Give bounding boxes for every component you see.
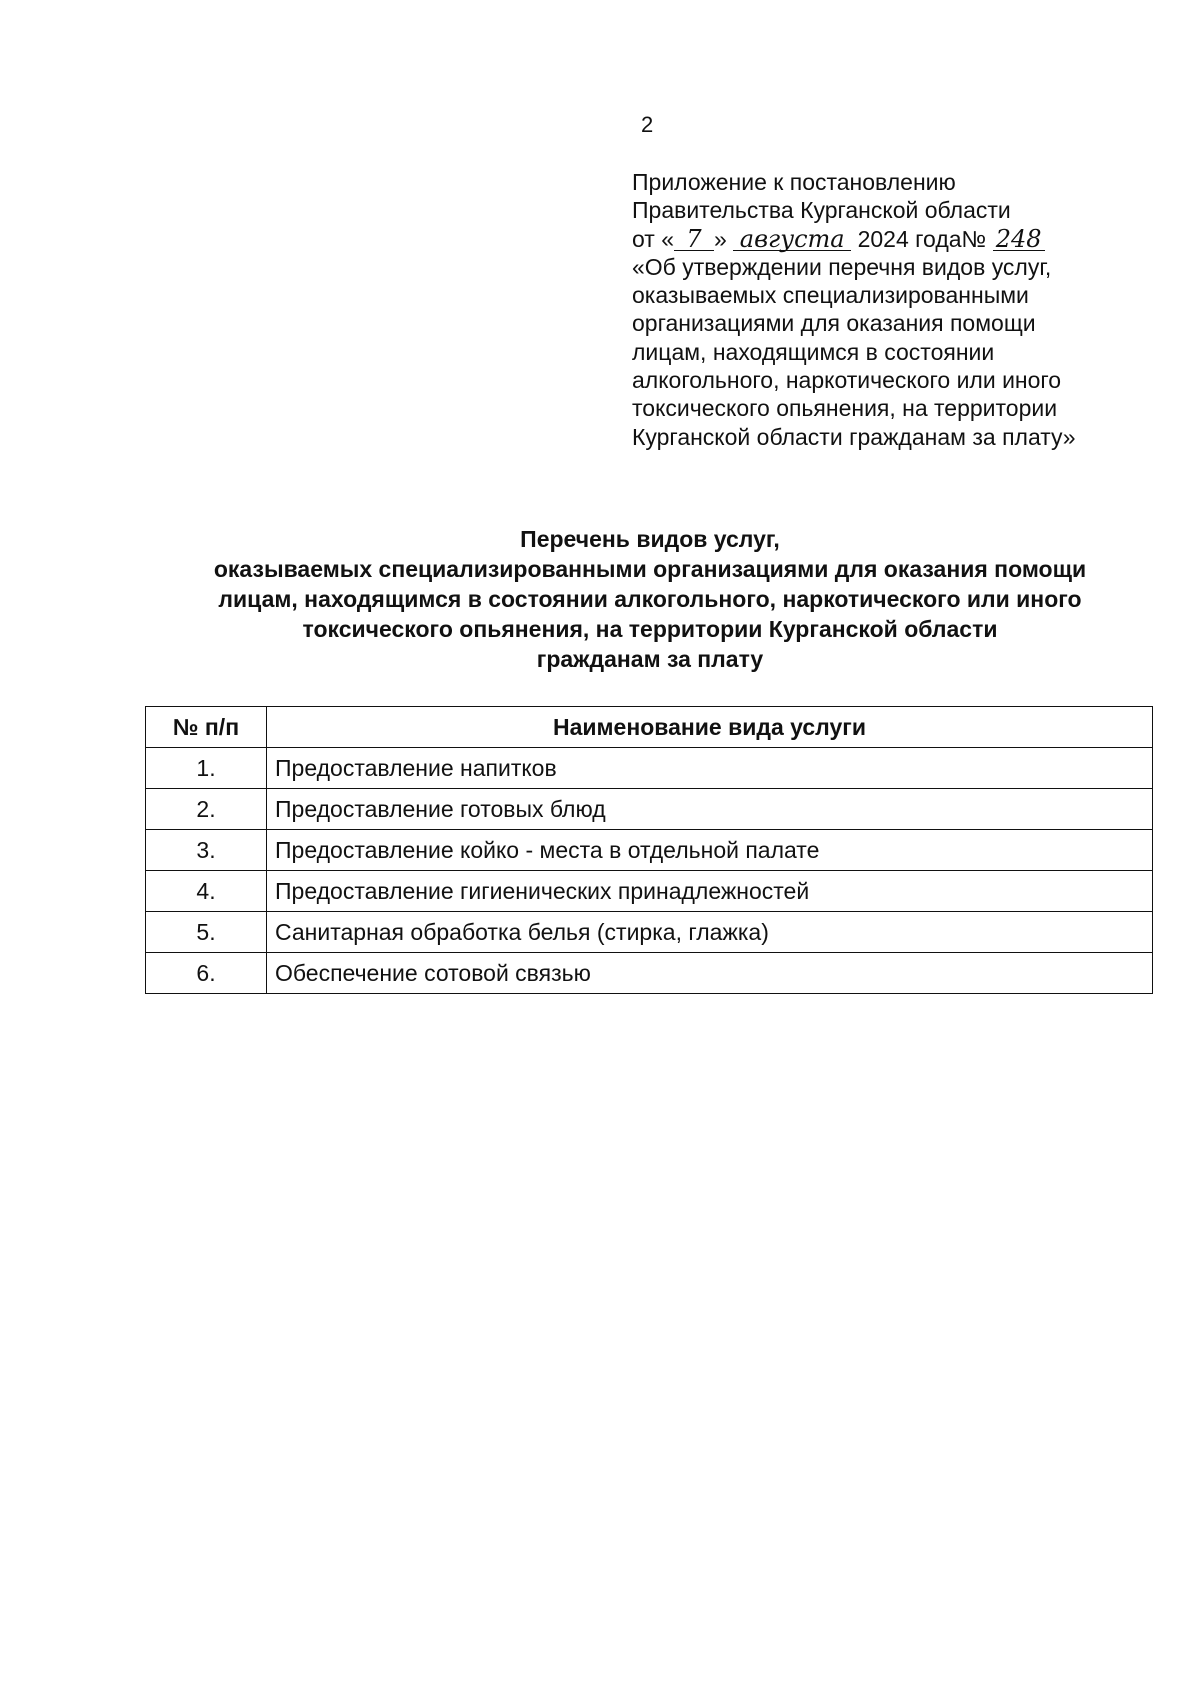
table-row xyxy=(146,953,1153,994)
appendix-line: «Об утверждении перечня видов услуг, xyxy=(632,253,1052,280)
appendix-line: Правительства Курганской области xyxy=(632,197,1011,224)
title-line: оказываемых специализированными организациями для оказания помощи xyxy=(213,556,1087,582)
row-number: 5. xyxy=(146,912,267,953)
row-number: 4. xyxy=(146,871,267,912)
row-number: 2. xyxy=(146,789,267,830)
title-line: лицам, находящимся в состоянии алкогольного, наркотического или иного xyxy=(218,586,1082,612)
appendix-line: алкогольного, наркотического или иного xyxy=(632,367,1062,394)
date-mid: » xyxy=(714,225,727,252)
service-name: Предоставление готовых блюд xyxy=(267,789,1153,830)
services-table xyxy=(145,706,1153,994)
appendix-block xyxy=(632,168,1152,451)
header-service-name: Наименование вида услуги xyxy=(267,707,1153,748)
service-name: Предоставление гигиенических принадлежностей xyxy=(267,871,1153,912)
document-title xyxy=(100,524,1200,674)
title-line: токсического опьянения, на территории Курганской области xyxy=(302,616,998,642)
row-number: 3. xyxy=(146,830,267,871)
handwritten-doc-number: 248 xyxy=(993,228,1045,251)
appendix-line: лицам, находящимся в состоянии xyxy=(632,338,995,365)
table-row xyxy=(146,871,1153,912)
handwritten-day: 7 xyxy=(674,228,714,251)
service-name: Обеспечение сотовой связью xyxy=(267,953,1153,994)
service-name: Предоставление койко - места в отдельной палате xyxy=(267,830,1153,871)
service-name: Предоставление напитков xyxy=(267,748,1153,789)
appendix-date-line xyxy=(632,225,1152,253)
appendix-line: организациями для оказания помощи xyxy=(632,310,1036,337)
row-number: 1. xyxy=(146,748,267,789)
table-row xyxy=(146,830,1153,871)
table-row xyxy=(146,748,1153,789)
service-name: Санитарная обработка белья (стирка, глажка) xyxy=(267,912,1153,953)
appendix-line: Курганской области гражданам за плату» xyxy=(632,423,1076,450)
table-row xyxy=(146,912,1153,953)
title-line: Перечень видов услуг, xyxy=(520,526,780,552)
appendix-line: токсического опьянения, на территории xyxy=(632,395,1058,422)
handwritten-month: августа xyxy=(733,228,851,251)
date-prefix: от « xyxy=(632,225,675,252)
title-line: гражданам за плату xyxy=(536,646,764,672)
date-year: 2024 года№ xyxy=(857,225,987,252)
page-number: 2 xyxy=(641,112,654,137)
row-number: 6. xyxy=(146,953,267,994)
appendix-line: Приложение к постановлению xyxy=(632,169,956,195)
table-row xyxy=(146,789,1153,830)
header-number: № п/п xyxy=(146,707,267,748)
appendix-line: оказываемых специализированными xyxy=(632,282,1029,309)
table-header-row xyxy=(146,707,1153,748)
